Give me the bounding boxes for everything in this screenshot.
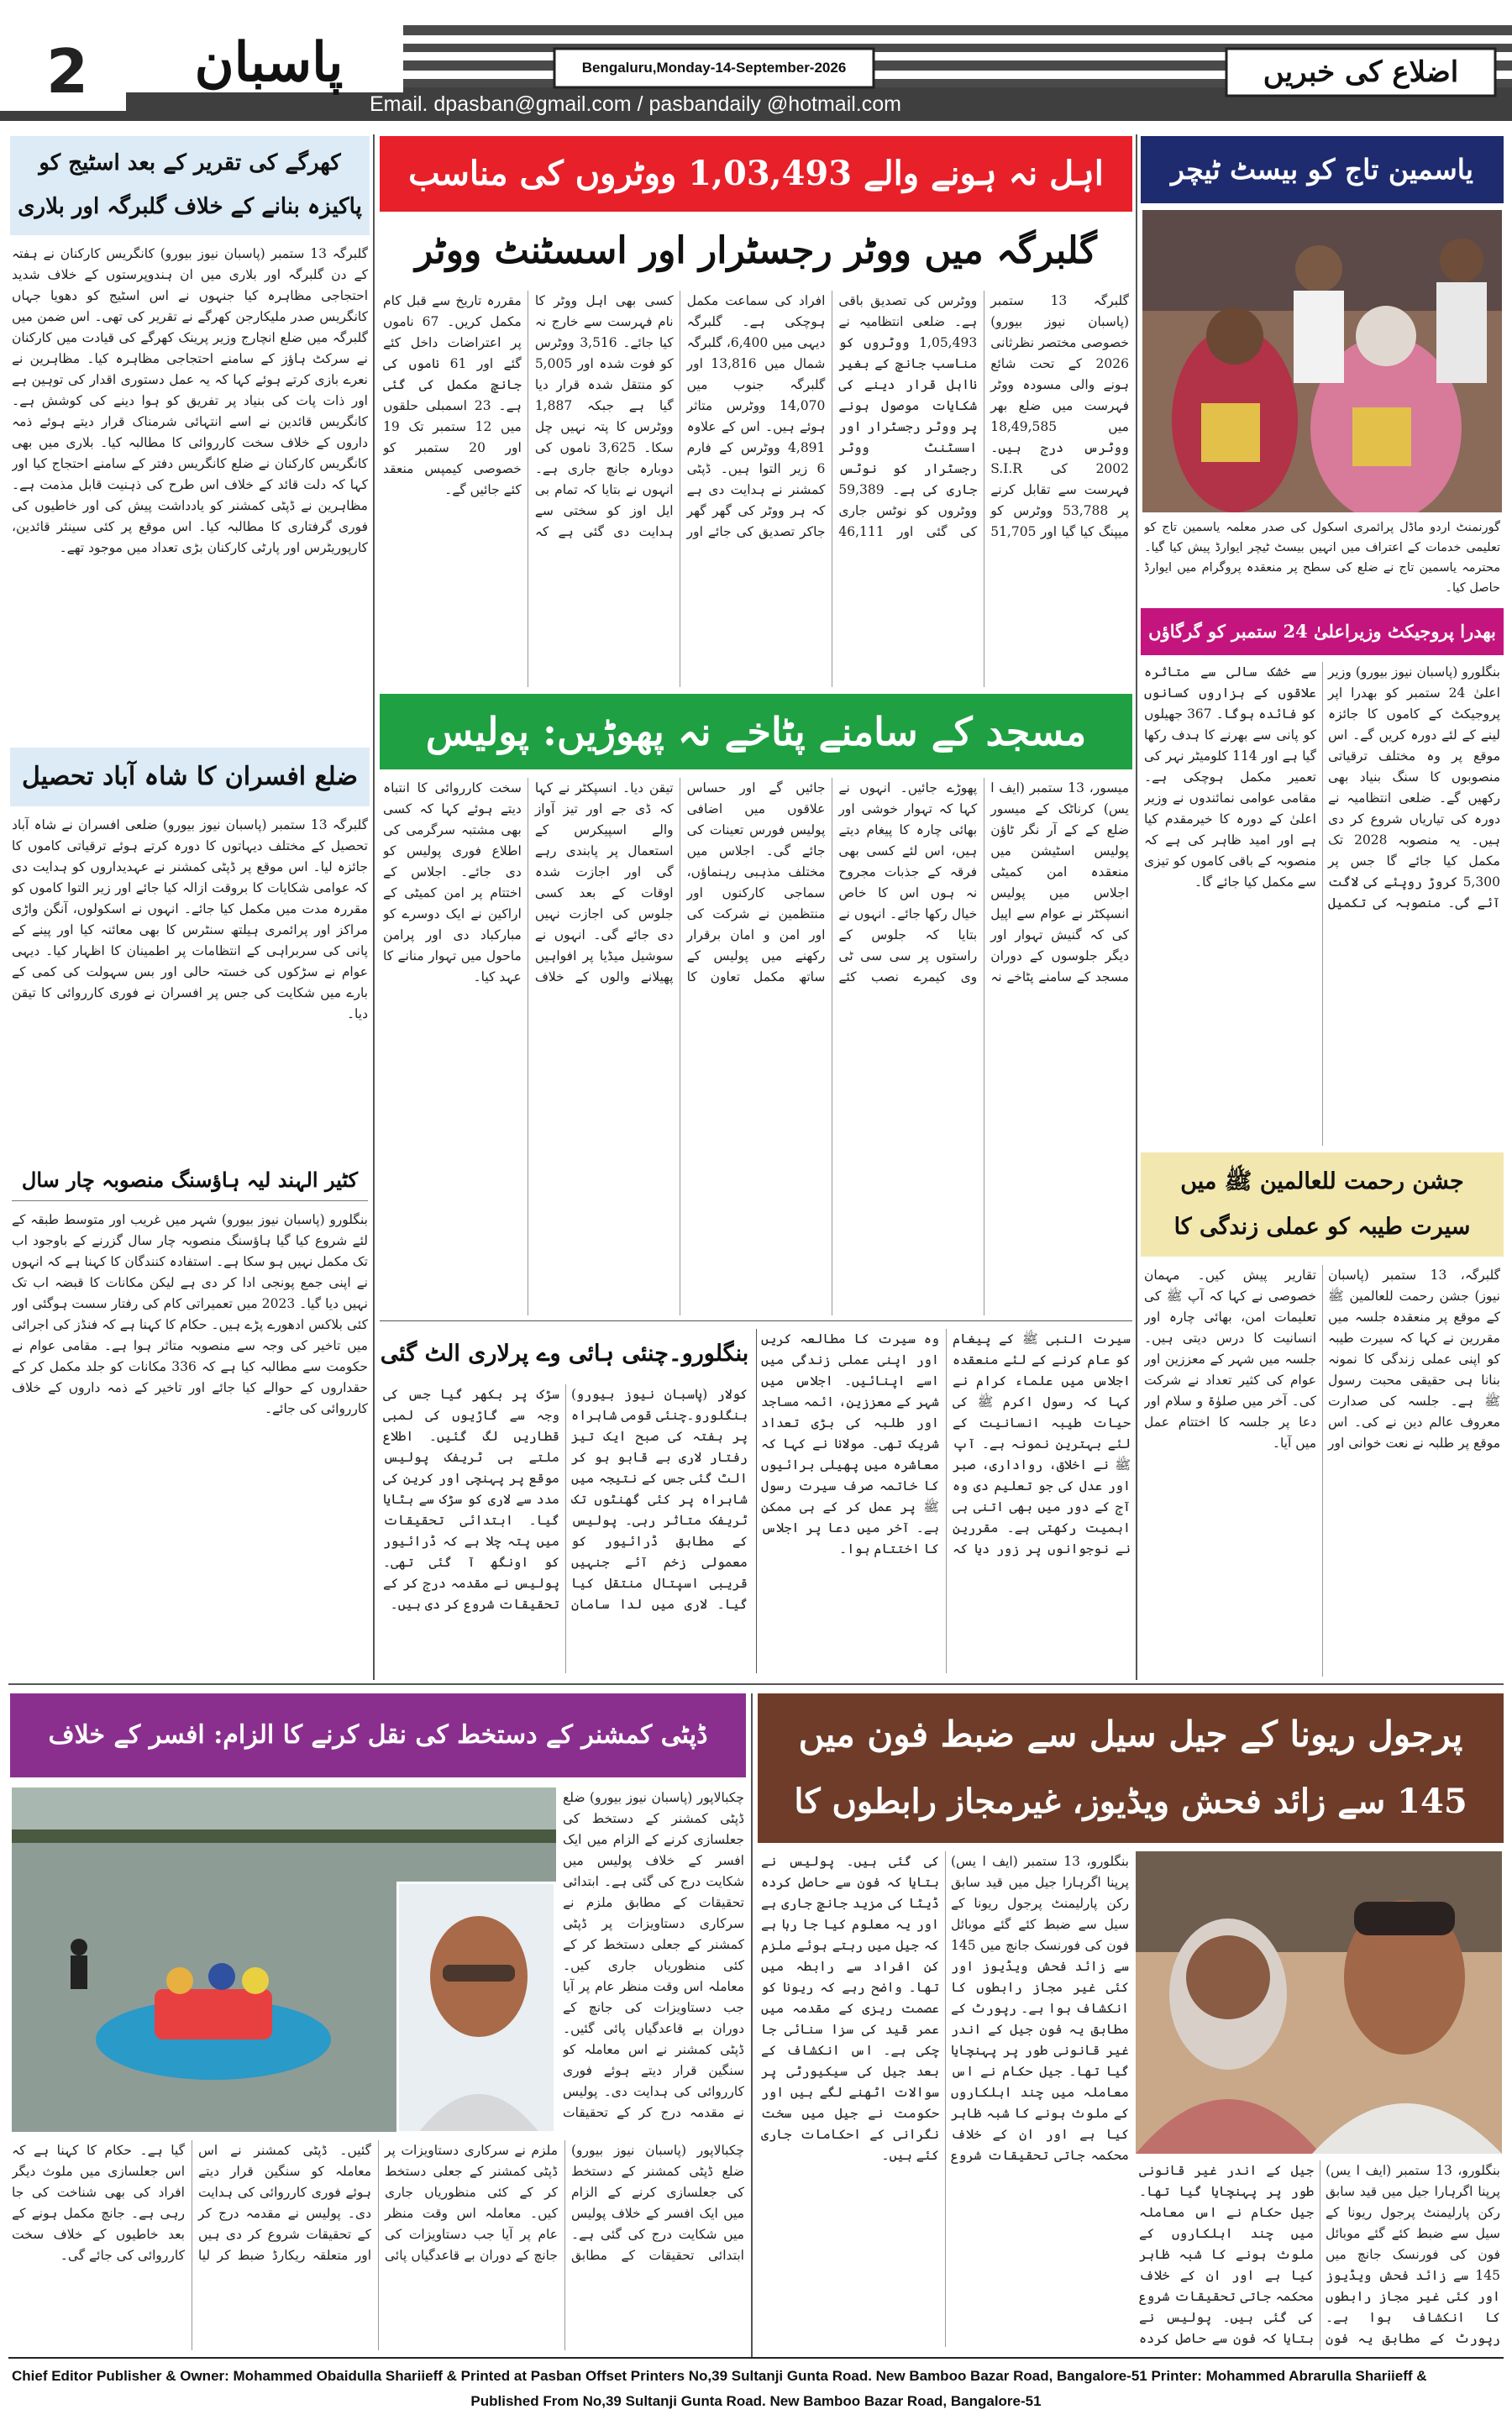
masthead <box>0 0 1512 126</box>
column-rule <box>756 1329 757 1673</box>
story-body: گلبرگہ 13 ستمبر (پاسبان نیوز بیورو) کانگریس کارکنان نے ہفتہ کے دن گلبرگہ اور بلاری میں ان ہندوپرستوں کے خلاف شدید احتجاجی مظاہرہ کیا جنہوں نے اس اسٹیج کو دھویا جہاں کانگریس صدر ملیکارجن کھرگے نے تقریر کی تھی۔ اس ضمن میں گلبرگہ میں ضلع انچارج وزیر پرینک کھرگے کی قیادت میں کارکنان نے سرکٹ ہاؤز کے سامنے احتجاجی مظاہرہ کیا۔ مظاہرین نے نعرے بازی کرتے ہوئے کہا کہ یہ عمل دستوری اقدار کی توہین ہے اور ذات پات کی بنیاد پر تفریق کو ہوا دینے کی کوشش ہے۔ کانگریس قائدین نے اسے انتہائی شرمناک قرار دیتے ہوئے ذمہ داروں کے خلاف سخت کارروائی کا مطالبہ کیا۔ بلاری میں بھی کانگریس کارکنان نے ضلع کانگریس دفتر کے سامنے احتجاج کیا اور کہا کہ دلت قائد کے خلاف اس طرح کی ذہنیت قابل مذمت ہے۔ مظاہرین نے ڈپٹی کمشنر کو یادداشت پیش کی اور خاطیوں کی فوری گرفتاری کا مطالبہ کیا۔ اس موقع پر کئی سینئر قائدین، کارپوریٹرس اور پارٹی کارکنان بڑی تعداد میں موجود تھے۔ <box>12 246 368 555</box>
officer-photo-image <box>399 1884 556 2134</box>
masthead-logo: پاسبان <box>194 31 344 94</box>
story-body: گلبرگہ 13 ستمبر (پاسبان نیوز بیورو) ضلعی افسران نے شاہ آباد تحصیل کے مختلف دیہاتوں کا دورہ کرتے ہوئے ترقیاتی کاموں کا جائزہ لیا۔ اس موقع پر ڈپٹی کمشنر نے عہدیداروں کو ہدایت دی کہ عوامی شکایات کا بروقت ازالہ کیا جائے اور زیر التوا کاموں کو مقررہ مدت میں مکمل کیا جائے۔ انہوں نے اسکولوں، آنگن واڑی مراکز اور پرائمری ہیلتھ سنٹرس کا بھی معائنہ کیا اور پینے کے پانی کی سربراہی کے انتظامات پر اطمینان کا اظہار کیا۔ دیہی عوام نے سڑکوں کی خستہ حالی اور بس سہولت کی کمی کے بارے میں شکایت کی جس پر افسران نے فوری کارروائی کا تیقن دیا۔ <box>12 817 368 1021</box>
banner-headline: اہل نہ ہونے والے 1,03,493 ووٹروں کی مناسب <box>408 154 1104 193</box>
photo-caption: گورنمنٹ اردو ماڈل پرائمری اسکول کی صدر معلمہ یاسمین تاج کو تعلیمی خدمات کے اعتراف میں انہیں بیسٹ ٹیچر ایوارڈ پیش کیا گیا۔ محترمہ یاسمین تاج نے ضلع کی سطح پر منعقدہ پروگرام میں ایوارڈ حاصل کیا۔ <box>1144 521 1500 595</box>
footer-imprint: Chief Editor Publisher & Owner: Mohammed Obaidulla Shariieff & Printed at Pasban Offset Printers No,39 Sultanji Gunta Road. New Bamboo Bazar Road, Bangalore-51 Printer: Mohammed Abrarulla Shariieff & <box>12 2368 1427 2384</box>
column-rule <box>373 134 375 1680</box>
story-headline-box <box>10 1693 746 1777</box>
jail-photo-image <box>1136 1851 1502 2154</box>
story-headline-box <box>1141 136 1504 203</box>
story-body: چکبالاپور (پاسبان نیوز بیورو) ضلع ڈپٹی کمشنر کے دستخط کی جعلسازی کرنے کے الزام میں ایک افسر کے خلاف پولیس میں شکایت درج کی گئی ہے۔ ابتدائی تحقیقات کے مطابق ملزم نے سرکاری دستاویزات پر ڈپٹی کمشنر کے جعلی دستخط کر کے کئی منظوریاں جاری کیں۔ معاملہ اس وقت منظر عام پر آیا جب دستاویزات کی جانچ کے دوران بے قاعدگیاں پائی گئیں۔ ڈپٹی کمشنر نے اس معاملہ کو سنگین قرار دیتے ہوئے فوری کارروائی کی ہدایت دی۔ پولیس نے مقدمہ درج کر کے تحقیقات <box>563 1790 744 2120</box>
page-number: 2 <box>45 36 89 107</box>
row-rule <box>380 1320 1132 1321</box>
story-headline: گلبرگہ میں ووٹر رجسٹرار اور اسسٹنٹ ووٹر <box>415 229 1097 272</box>
story-body: کولار (پاسبان نیوز بیورو) بنگلورو۔چنئی قومی شاہراہ پر ہفتہ کی صبح ایک تیز رفتار لاری بے قابو ہو کر الٹ گئی جس کے نتیجہ میں شاہراہ پر کئی گھنٹوں تک ٹریفک متاثر رہی۔ پولیس کے مطابق ڈرائیور کو معمولی زخم آئے جنہیں قریبی اسپتال منتقل کیا گیا۔ لاری میں لدا سامان سڑک پر بکھر گیا جس کی وجہ سے گاڑیوں کی لمبی قطاریں لگ گئیں۔ اطلاع ملتے ہی ٹریفک پولیس موقع پر پہنچی اور کرین کی مدد سے لاری کو سڑک سے ہٹایا گیا۔ ابتدائی تحقیقات میں پتہ چلا ہے کہ ڈرائیور کو اونگھ آ گئی تھی۔ پولیس نے مقدمہ درج کر کے تحقیقات شروع کر دی ہیں۔ <box>383 1387 748 1612</box>
contact-line: Email. dpasban@gmail.com / pasbandaily @hotmail.com <box>370 92 901 116</box>
story-headline: یاسمین تاج کو بیسٹ ٹیچر <box>1171 153 1473 186</box>
story-headline: بھدرا پروجیکٹ وزیراعلیٰ 24 ستمبر کو گرگاؤں <box>1148 621 1496 642</box>
story-headline: ضلع افسران کا شاہ آباد تحصیل <box>22 762 358 791</box>
banner <box>380 694 1132 769</box>
jail-photo <box>1136 1851 1502 2154</box>
story-headline: بنگلورو۔چنئی ہائی وے پرلاری الٹ گئی <box>380 1341 749 1367</box>
story-headline: جشن رحمت للعالمین ﷺ میں سیرت طیبہ کو عملی زندگی کا <box>1173 1168 1471 1240</box>
story-body: میسور، 13 ستمبر (ایف ا یس) کرناٹک کے میسور ضلع کے کے آر نگر ٹاؤن پولیس اسٹیشن میں منعقدہ امن کمیٹی اجلاس میں پولیس انسپکٹر نے عوام سے اپیل کی کہ گنیش تہوار اور دیگر جلوسوں کے دوران مسجد کے سامنے پٹاخے نہ پھوڑے جائیں۔ انہوں نے کہا کہ تہوار خوشی اور بھائی چارہ کا پیغام دیتے ہیں، اس لئے کسی بھی فرقہ کے جذبات مجروح نہ ہوں اس کا خاص خیال رکھا جائے۔ انہوں نے بتایا کہ جلوس کے راستوں پر سی سی ٹی وی کیمرے نصب کئے جائیں گے اور حساس علاقوں میں اضافی پولیس فورس تعینات کی جائے گی۔ اجلاس میں مختلف مذہبی رہنماؤں، سماجی کارکنوں اور منتظمین نے شرکت کی اور امن و امان برقرار رکھنے میں پولیس کے ساتھ مکمل تعاون کا تیقن دیا۔ انسپکٹر نے کہا کہ ڈی جے اور تیز آواز والے اسپیکرس کے استعمال پر پابندی رہے گی اور اجازت شدہ اوقات کے بعد کسی جلوس کی اجازت نہیں دی جائے گی۔ انہوں نے سوشیل میڈیا پر افواہیں پھیلانے والوں کے خلاف سخت کارروائی کا انتباہ دیتے ہوئے کہا کہ کسی بھی مشتبہ سرگرمی کی اطلاع فوری پولیس کو دی جائے۔ اجلاس کے اختتام پر امن کمیٹی کے اراکین نے ایک دوسرے کو مبارکباد دی اور پرامن ماحول میں تہوار منانے کا عہد کیا۔ <box>383 780 1129 984</box>
story-headline-box <box>758 1693 1504 1843</box>
story-headline-box <box>1141 1152 1504 1257</box>
story-headline: کٹیر الہند لیہ ہاؤسنگ منصوبہ چار سال <box>12 1159 368 1201</box>
footer-imprint: Published From No,39 Sultanji Gunta Road. New Bamboo Bazar Road, Bangalore-51 <box>470 2393 1042 2409</box>
story-headline: پرجول ریونا کے جیل سیل سے ضبط فون میں <box>798 1714 1463 1755</box>
story-body: چکبالاپور (پاسبان نیوز بیورو) ضلع ڈپٹی کمشنر کے دستخط کی جعلسازی کرنے کے الزام میں ایک افسر کے خلاف پولیس میں شکایت درج کی گئی ہے۔ ابتدائی تحقیقات کے مطابق ملزم نے سرکاری دستاویزات پر ڈپٹی کمشنر کے جعلی دستخط کر کے کئی منظوریاں جاری کیں۔ معاملہ اس وقت منظر عام پر آیا جب دستاویزات کی جانچ کے دوران بے قاعدگیاں پائی گئیں۔ ڈپٹی کمشنر نے اس معاملہ کو سنگین قرار دیتے ہوئے فوری کارروائی کی ہدایت دی۔ پولیس نے مقدمہ درج کر کے تحقیقات شروع کر دی ہیں اور متعلقہ ریکارڈ ضبط کر لیا گیا ہے۔ حکام کا کہنا ہے کہ اس جعلسازی میں ملوث دیگر افراد کی بھی شناخت کی جا رہی ہے۔ جانچ مکمل ہونے کے بعد خاطیوں کے خلاف سخت کارروائی کی جائے گی۔ <box>12 2143 744 2263</box>
story-body: بنگلورو (پاسبان نیوز بیورو) وزیر اعلیٰ 24 ستمبر کو بھدرا اپر پروجیکٹ کے کاموں کا جائزہ لینے کے لئے دورہ کریں گے۔ اس موقع پر وہ مختلف ترقیاتی منصوبوں کا سنگ بنیاد بھی رکھیں گے۔ ضلعی انتظامیہ نے دورہ کی تیاریاں شروع کر دی ہیں۔ یہ منصوبہ 2028 تک مکمل کیا جائے گا جس پر 5,300 کروڑ روپئے کی لاگت آئے گی۔ منصوبہ کی تکمیل سے خشک سالی سے متاثرہ علاقوں کے ہزاروں کسانوں کو فائدہ ہوگا۔ 367 جھیلوں کو پانی سے بھرنے کا ہدف رکھا گیا ہے اور 114 کلومیٹر نہر کی تعمیر مکمل ہوچکی ہے۔ مقامی عوامی نمائندوں نے وزیر اعلیٰ کے دورہ کا خیرمقدم کیا ہے اور امید ظاہر کی ہے کہ منصوبہ کے باقی کاموں کو تیزی سے مکمل کیا جائے گا۔ <box>1144 664 1500 911</box>
column-rule <box>1136 134 1137 1680</box>
footer-rule <box>8 2357 1504 2359</box>
story-headline: کھرگے کی تقریر کے بعد اسٹیج کو پاکیزہ بنانے کے خلاف گلبرگہ اور بلاری <box>18 150 362 219</box>
banner <box>380 136 1132 212</box>
story-headline: ڈپٹی کمشنر کے دستخط کی نقل کرنے کا الزام: افسر کے خلاف <box>48 1720 708 1750</box>
award-photo-image <box>1142 210 1502 512</box>
story-body: بنگلورو، 13 ستمبر (ایف ا یس) پرپنا اگرہارا جیل میں قید سابق رکن پارلیمنٹ پرجول ریونا کے سیل سے ضبط کئے گئے موبائل فون کی فورنسک جانچ میں 145 سے زائد فحش ویڈیوز اور کئی غیر مجاز رابطوں کا انکشاف ہوا ہے۔ رپورٹ کے مطابق یہ فون جیل کے اندر غیر قانونی طور پر پہنچایا گیا تھا۔ جیل حکام نے اس معاملہ میں چند اہلکاروں کے ملوث ہونے کا شبہ ظاہر کیا ہے اور ان کے خلاف محکمہ جاتی تحقیقات شروع کی گئی ہیں۔ پولیس نے بتایا کہ فون سے حاصل کردہ <box>1139 2163 1500 2346</box>
story-headline-box <box>10 748 370 806</box>
story-body: بنگلورو (پاسبان نیوز بیورو) شہر میں غریب اور متوسط طبقہ کے لئے شروع کیا گیا ہاؤسنگ منصوبہ چار سال گزرنے کے باوجود اب تک مکمل نہیں ہو سکا ہے۔ استفادہ کنندگان کا کہنا ہے کہ انہوں نے اپنی جمع پونجی ادا کر دی ہے لیکن مکانات کا قبضہ اب تک نہیں دیا گیا۔ 2023 میں تعمیراتی کام کی رفتار سست ہوگئی اور کئی بلاکس ادھورے پڑے ہیں۔ حکام کا کہنا ہے کہ فنڈز کی اجرائی میں تاخیر کی وجہ سے منصوبہ متاثر ہوا ہے۔ مقامی عوام نے حکومت سے مطالبہ کیا ہے کہ 336 مکانات کو جلد مکمل کر کے حقداروں کے حوالے کیا جائے اور تاخیر کے ذمہ داروں کے خلاف کارروائی کی جائے۔ <box>12 1212 368 1416</box>
section-title: اضلاع کی خبریں <box>1263 55 1459 89</box>
story-headline-box <box>1141 608 1504 655</box>
row-rule <box>8 1683 1504 1685</box>
officer-photo <box>396 1882 556 2134</box>
story-body: بنگلورو، 13 ستمبر (ایف ا یس) پرپنا اگرہارا جیل میں قید سابق رکن پارلیمنٹ پرجول ریونا کے سیل سے ضبط کئے گئے موبائل فون کی فورنسک جانچ میں 145 سے زائد فحش ویڈیوز اور کئی غیر مجاز رابطوں کا انکشاف ہوا ہے۔ رپورٹ کے مطابق یہ فون جیل کے اندر غیر قانونی طور پر پہنچایا گیا تھا۔ جیل حکام نے اس معاملہ میں چند اہلکاروں کے ملوث ہونے کا شبہ ظاہر کیا ہے اور ان کے خلاف محکمہ جاتی تحقیقات شروع کی گئی ہیں۔ پولیس نے بتایا کہ فون سے حاصل کردہ ڈیٹا کی مزید جانچ جاری ہے اور یہ معلوم کیا جا رہا ہے کہ جیل میں رہتے ہوئے ملزم کن افراد سے رابطہ میں تھا۔ واضح رہے کہ ریونا کو عصمت ریزی کے مقدمہ میں عمر قید کی سزا سنائی جا چکی ہے۔ اس انکشاف کے بعد جیل کی سیکیورٹی پر سوالات اٹھنے لگے ہیں اور حکومت نے جیل میں سخت نگرانی کے احکامات جاری کئے ہیں۔ <box>761 1854 1129 2163</box>
story-headline: 145 سے زائد فحش ویڈیوز، غیرمجاز رابطوں کا <box>794 1782 1467 1821</box>
award-photo <box>1142 210 1502 512</box>
date-line: Bengaluru,Monday-14-September-2026 <box>581 60 847 76</box>
story-headline: مسجد کے سامنے پٹاخے نہ پھوڑیں: پولیس <box>425 709 1087 754</box>
story-headline-box <box>10 136 370 235</box>
story-body: گلبرگہ 13 ستمبر (پاسبان نیوز بیورو) خصوصی مختصر نظرثانی 2026 کے تحت شائع ہونے والی مسودہ ووٹر فہرست میں ضلع بھر میں 18,49,585 ووٹرس درج ہیں۔ 2002 کی S.I.R فہرست سے تقابل کرنے پر 53,788 ووٹرس کو میپنگ کیا گیا اور 51,705 ووٹرس کی تصدیق باقی ہے۔ ضلعی انتظامیہ نے 1,05,493 ووٹروں کو مناسب جانچ کے بغیر نااہل قرار دینے کی شکایات موصول ہونے پر ووٹر رجسٹرار اور اسسٹنٹ ووٹر رجسٹرار کو نوٹس جاری کی ہے۔ 59,389 ووٹروں کو نوٹس جاری کی گئی اور 46,111 افراد کی سماعت مکمل ہوچکی ہے۔ گلبرگہ دیہی میں 6,400، گلبرگہ شمال میں 13,816 اور گلبرگہ جنوب میں 14,070 ووٹرس متاثر ہوئے ہیں۔ اس کے علاوہ 4,891 ووٹرس کے فارم 6 زیر التوا ہیں۔ ڈپٹی کمشنر نے ہدایت دی ہے کہ ہر ووٹر کی گھر گھر جاکر تصدیق کی جائے اور کسی بھی اہل ووٹر کا نام فہرست سے خارج نہ کیا جائے۔ 3,516 ووٹرس کو فوت شدہ اور 5,005 کو منتقل شدہ قرار دیا گیا ہے جبکہ 1,887 ووٹرس کا پتہ نہیں چل سکا۔ 3,625 ناموں کی دوبارہ جانچ جاری ہے۔ انہوں نے بتایا کہ تمام بی ایل اوز کو سختی سے ہدایت دی گئی ہے کہ مقررہ تاریخ سے قبل کام مکمل کریں۔ 67 ناموں پر اعتراضات داخل کئے گئے اور 61 ناموں کی جانچ مکمل کی گئی ہے۔ 23 اسمبلی حلقوں میں 12 ستمبر تک 19 اور 20 ستمبر کو خصوصی کیمپس منعقد کئے جائیں گے۔ <box>383 293 1129 539</box>
story-body: سیرت النبی ﷺ کے پیغام کو عام کرنے کے لئے منعقدہ اجلاس میں علماء کرام نے کہا کہ رسول اکرم ﷺ کی حیات طیبہ انسانیت کے لئے بہترین نمونہ ہے۔ آپ ﷺ نے اخلاق، رواداری، صبر اور عدل کی جو تعلیم دی وہ آج کے دور میں بھی اتنی ہی اہمیت رکھتی ہے۔ مقررین نے نوجوانوں پر زور دیا کہ وہ سیرت کا مطالعہ کریں اور اپنی عملی زندگی میں اسے اپنائیں۔ اجلاس میں شہر کے معززین، ائمہ مساجد اور طلبہ کی بڑی تعداد شریک تھی۔ مولانا نے کہا کہ معاشرہ میں پھیلی برائیوں کا خاتمہ صرف سیرت رسول ﷺ پر عمل کر کے ہی ممکن ہے۔ آخر میں دعا پر اجلاس کا اختتام ہوا۔ <box>761 1331 1131 1556</box>
column-rule <box>751 1693 753 2357</box>
story-body: گلبرگہ، 13 ستمبر (پاسبان نیوز) جشن رحمت للعالمین ﷺ کے موقع پر منعقدہ جلسہ میں مقررین نے کہا کہ سیرت طیبہ کو اپنی عملی زندگی کا نمونہ بنانا ہی حقیقی محبت رسول ﷺ ہے۔ جلسہ کی صدارت معروف عالم دین نے کی۔ اس موقع پر طلبہ نے نعت خوانی اور تقاریر پیش کیں۔ مہمان خصوصی نے کہا کہ آپ ﷺ کی تعلیمات امن، بھائی چارہ اور انسانیت کا درس دیتی ہیں۔ جلسہ میں شہر کے معززین اور عوام کی کثیر تعداد نے شرکت کی۔ آخر میں صلوٰۃ و سلام اور دعا پر جلسہ کا اختتام عمل میں آیا۔ <box>1144 1268 1500 1451</box>
